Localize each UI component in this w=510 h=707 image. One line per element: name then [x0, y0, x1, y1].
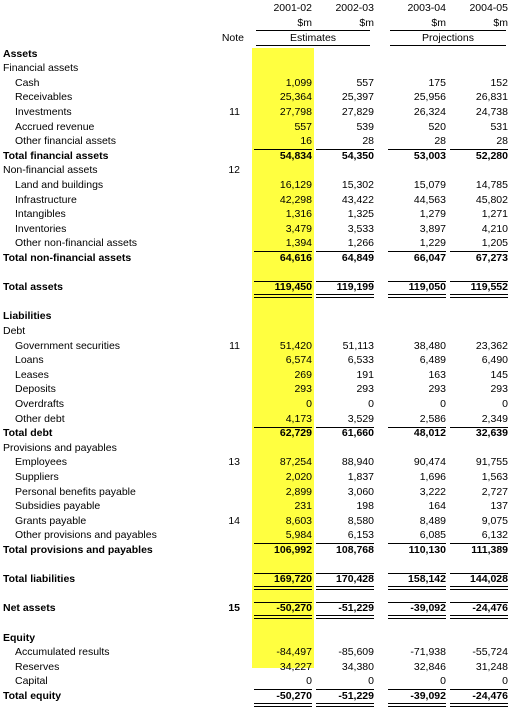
row-label: Liabilities	[3, 310, 52, 323]
row-value-2003-04: 1,279	[419, 208, 446, 221]
row-value-2004-05: 1,205	[481, 237, 508, 250]
row-value-2002-03: 539	[356, 120, 374, 133]
total-double-rule	[316, 586, 374, 590]
row-value-2001-02: 119,450	[274, 281, 312, 294]
table-row-total-liabilities	[0, 572, 510, 587]
row-value-2002-03: -51,229	[338, 602, 374, 615]
table-row-subsidies-payable	[0, 499, 510, 514]
row-value-2003-04: 6,489	[419, 354, 446, 367]
note-column-header: Note	[221, 32, 244, 44]
row-value-2003-04: 520	[428, 120, 446, 133]
projections-overline	[390, 30, 506, 31]
row-value-2004-05: -24,476	[472, 602, 508, 615]
total-double-rule	[388, 703, 446, 707]
row-value-2003-04: 28	[434, 135, 446, 148]
subtotal-rule	[254, 427, 312, 428]
row-value-2001-02: 62,729	[279, 427, 312, 440]
year-header-2001-02: 2001-02	[273, 2, 312, 14]
table-row-liabilities	[0, 309, 510, 324]
row-value-2004-05: 137	[490, 500, 508, 513]
row-value-2001-02: -50,270	[276, 602, 312, 615]
estimates-group-label: Estimates	[289, 32, 337, 44]
row-note-ref: 13	[228, 456, 240, 469]
row-value-2001-02: 1,394	[285, 237, 312, 250]
row-label: Subsidies payable	[15, 500, 101, 513]
row-value-2002-03: 25,397	[341, 91, 374, 104]
table-row-total-assets	[0, 280, 510, 295]
row-value-2003-04: 119,050	[408, 281, 446, 294]
table-row-infrastructure	[0, 193, 510, 208]
row-value-2003-04: 25,956	[413, 91, 446, 104]
row-label: Investments	[15, 105, 72, 118]
row-value-2004-05: 52,280	[475, 149, 508, 162]
table-row-non-financial-assets	[0, 163, 510, 178]
subtotal-rule	[254, 281, 312, 282]
row-value-2003-04: 90,474	[413, 456, 446, 469]
table-row-leases	[0, 368, 510, 383]
row-value-2001-02: 6,574	[285, 354, 312, 367]
table-row-land-and-buildings	[0, 178, 510, 193]
subtotal-rule	[450, 573, 508, 574]
row-value-2001-02: 16	[300, 135, 312, 148]
row-value-2004-05: 31,248	[475, 660, 508, 673]
row-value-2001-02: 269	[294, 368, 312, 381]
subtotal-rule	[388, 543, 446, 544]
table-row-grants-payable	[0, 514, 510, 529]
row-value-2002-03: 108,768	[336, 543, 374, 556]
subtotal-rule	[254, 543, 312, 544]
row-label: Total liabilities	[3, 573, 76, 586]
total-double-rule	[254, 294, 312, 298]
row-value-2003-04: 0	[440, 397, 446, 410]
row-value-2001-02: 4,173	[285, 412, 312, 425]
row-value-2002-03: 557	[356, 76, 374, 89]
row-value-2003-04: 0	[440, 675, 446, 688]
row-label: Intangibles	[15, 208, 66, 221]
row-value-2001-02: 1,316	[285, 208, 312, 221]
row-value-2002-03: 6,533	[347, 354, 374, 367]
table-row-net-assets	[0, 601, 510, 616]
row-value-2004-05: 111,389	[471, 543, 508, 556]
row-value-2004-05: 23,362	[475, 339, 508, 352]
row-value-2004-05: 28	[496, 135, 508, 148]
row-value-2001-02: 293	[294, 383, 312, 396]
table-row-financial-assets	[0, 61, 510, 76]
table-row-total-financial-assets	[0, 149, 510, 164]
table-row-accumulated-results	[0, 645, 510, 660]
table-row-accrued-revenue	[0, 120, 510, 135]
subtotal-rule	[316, 602, 374, 603]
row-value-2001-02: 5,984	[285, 529, 312, 542]
total-double-rule	[316, 294, 374, 298]
row-value-2001-02: 231	[294, 500, 312, 513]
row-value-2004-05: 531	[490, 120, 508, 133]
row-value-2002-03: 27,829	[341, 105, 374, 118]
row-value-2002-03: 1,837	[347, 470, 374, 483]
total-double-rule	[388, 586, 446, 590]
unit-header-4: $m	[493, 17, 508, 29]
row-value-2001-02: 557	[294, 120, 312, 133]
subtotal-rule	[388, 573, 446, 574]
row-value-2003-04: 44,563	[413, 193, 446, 206]
row-value-2004-05: 9,075	[481, 514, 508, 527]
row-label: Equity	[3, 631, 36, 644]
row-value-2001-02: -84,497	[276, 646, 312, 659]
subtotal-rule	[316, 427, 374, 428]
row-note-ref: 11	[229, 339, 240, 352]
row-value-2001-02: 169,720	[274, 573, 312, 586]
row-value-2003-04: 6,085	[419, 529, 446, 542]
subtotal-rule	[316, 149, 374, 150]
row-label: Other financial assets	[15, 135, 116, 148]
row-value-2002-03: -85,609	[338, 646, 374, 659]
total-double-rule	[254, 615, 312, 619]
row-value-2002-03: 51,113	[342, 339, 374, 352]
row-value-2001-02: 106,992	[274, 543, 312, 556]
table-row-debt	[0, 324, 510, 339]
row-label: Inventories	[15, 222, 67, 235]
row-label: Net assets	[3, 602, 56, 615]
row-value-2001-02: 42,298	[279, 193, 312, 206]
table-row-other-debt	[0, 412, 510, 427]
table-row-receivables	[0, 90, 510, 105]
row-value-2002-03: 3,060	[347, 485, 374, 498]
row-value-2004-05: 1,563	[481, 470, 508, 483]
row-label: Total debt	[3, 427, 53, 440]
row-label: Loans	[15, 354, 44, 367]
subtotal-rule	[254, 689, 312, 690]
row-value-2004-05: 6,132	[481, 529, 508, 542]
table-row-investments	[0, 105, 510, 120]
row-value-2004-05: -24,476	[472, 689, 508, 702]
total-double-rule	[450, 615, 508, 619]
subtotal-rule	[450, 602, 508, 603]
row-value-2001-02: 8,603	[285, 514, 312, 527]
row-value-2003-04: 3,222	[419, 485, 446, 498]
table-row-provisions-and-payables	[0, 441, 510, 456]
subtotal-rule	[450, 251, 508, 252]
row-label: Total financial assets	[3, 149, 109, 162]
table-row-capital	[0, 674, 510, 689]
row-value-2004-05: 2,349	[481, 412, 508, 425]
row-label: Employees	[15, 456, 67, 469]
row-note-ref: 12	[228, 164, 240, 177]
table-row-intangibles	[0, 207, 510, 222]
row-value-2003-04: 53,003	[413, 149, 446, 162]
row-value-2003-04: 8,489	[419, 514, 446, 527]
row-value-2001-02: 64,616	[279, 251, 312, 264]
table-row-government-securities	[0, 339, 510, 354]
total-double-rule	[388, 615, 446, 619]
row-value-2004-05: 293	[490, 383, 508, 396]
total-double-rule	[388, 294, 446, 298]
row-value-2004-05: 144,028	[470, 573, 508, 586]
subtotal-rule	[316, 251, 374, 252]
row-label: Accrued revenue	[15, 120, 95, 133]
total-double-rule	[450, 294, 508, 298]
row-label: Other provisions and payables	[15, 529, 157, 542]
row-value-2004-05: 91,755	[475, 456, 508, 469]
row-label: Land and buildings	[15, 178, 104, 191]
row-label: Leases	[15, 368, 49, 381]
row-value-2002-03: 43,422	[341, 193, 374, 206]
row-value-2003-04: 1,696	[419, 470, 446, 483]
row-value-2001-02: 1,099	[285, 76, 312, 89]
row-value-2003-04: 293	[428, 383, 446, 396]
row-value-2004-05: 4,210	[481, 222, 508, 235]
row-value-2003-04: 15,079	[413, 178, 446, 191]
row-value-2003-04: 158,142	[408, 573, 446, 586]
row-label: Total assets	[3, 281, 63, 294]
row-label: Debt	[3, 324, 26, 337]
subtotal-rule	[450, 427, 508, 428]
row-label: Accumulated results	[15, 646, 110, 659]
row-value-2004-05: 145	[490, 368, 508, 381]
row-value-2003-04: 3,897	[419, 222, 446, 235]
subtotal-rule	[388, 251, 446, 252]
row-label: Suppliers	[15, 470, 59, 483]
row-value-2002-03: -51,229	[338, 689, 374, 702]
subtotal-rule	[254, 602, 312, 603]
row-value-2001-02: -50,270	[276, 689, 312, 702]
row-value-2002-03: 170,428	[336, 573, 374, 586]
row-value-2001-02: 54,834	[279, 149, 312, 162]
row-value-2002-03: 119,199	[336, 281, 374, 294]
row-value-2003-04: 32,846	[413, 660, 446, 673]
subtotal-rule	[316, 689, 374, 690]
row-value-2002-03: 293	[356, 383, 374, 396]
row-value-2004-05: 1,271	[481, 208, 508, 221]
subtotal-rule	[388, 689, 446, 690]
subtotal-rule	[254, 573, 312, 574]
subtotal-rule	[388, 602, 446, 603]
row-value-2004-05: 32,639	[475, 427, 508, 440]
row-value-2002-03: 1,325	[347, 208, 374, 221]
table-row-suppliers	[0, 470, 510, 485]
total-double-rule	[450, 703, 508, 707]
total-double-rule	[450, 586, 508, 590]
unit-header-3: $m	[431, 17, 446, 29]
row-value-2002-03: 54,350	[341, 149, 374, 162]
row-label: Other debt	[15, 412, 65, 425]
row-note-ref: 15	[228, 602, 240, 615]
projections-group-label: Projections	[422, 32, 474, 44]
row-label: Grants payable	[15, 514, 87, 527]
table-row-overdrafts	[0, 397, 510, 412]
row-value-2002-03: 1,266	[347, 237, 374, 250]
table-row-inventories	[0, 222, 510, 237]
row-value-2001-02: 0	[306, 397, 312, 410]
table-row-total-non-financial-assets	[0, 251, 510, 266]
subtotal-rule	[254, 149, 312, 150]
row-note-ref: 11	[229, 105, 240, 118]
row-label: Assets	[3, 47, 38, 60]
table-row-reserves	[0, 660, 510, 675]
row-value-2002-03: 15,302	[341, 178, 374, 191]
row-value-2004-05: 67,273	[475, 251, 508, 264]
table-row-other-financial-assets	[0, 134, 510, 149]
subtotal-rule	[450, 149, 508, 150]
row-label: Overdrafts	[15, 397, 65, 410]
row-label: Reserves	[15, 660, 60, 673]
table-row-loans	[0, 353, 510, 368]
table-row-total-debt	[0, 426, 510, 441]
unit-header-2: $m	[359, 17, 374, 29]
table-row-other-provisions-and-payables	[0, 528, 510, 543]
row-value-2004-05: 0	[502, 397, 508, 410]
row-label: Financial assets	[3, 62, 79, 75]
row-value-2002-03: 3,533	[347, 222, 374, 235]
row-value-2001-02: 16,129	[279, 178, 312, 191]
row-label: Non-financial assets	[3, 164, 98, 177]
row-value-2003-04: -39,092	[410, 689, 446, 702]
row-value-2004-05: 14,785	[475, 178, 508, 191]
row-label: Receivables	[15, 91, 73, 104]
row-value-2002-03: 6,153	[347, 529, 374, 542]
row-value-2003-04: -39,092	[410, 602, 446, 615]
row-value-2002-03: 198	[356, 500, 374, 513]
row-value-2002-03: 64,849	[341, 251, 374, 264]
row-label: Cash	[15, 76, 40, 89]
row-value-2002-03: 88,940	[341, 456, 374, 469]
table-row-deposits	[0, 382, 510, 397]
row-value-2004-05: 26,831	[475, 91, 508, 104]
estimates-overline	[256, 30, 370, 31]
row-label: Provisions and payables	[3, 441, 117, 454]
row-value-2004-05: 45,802	[475, 193, 508, 206]
subtotal-rule	[450, 281, 508, 282]
row-value-2003-04: 163	[428, 368, 446, 381]
subtotal-rule	[316, 281, 374, 282]
row-value-2004-05: -55,724	[472, 646, 508, 659]
subtotal-rule	[388, 281, 446, 282]
row-value-2003-04: 164	[428, 500, 446, 513]
row-label: Total non-financial assets	[3, 251, 132, 264]
year-header-2003-04: 2003-04	[407, 2, 446, 14]
row-value-2002-03: 8,580	[347, 514, 374, 527]
table-row-equity	[0, 631, 510, 646]
row-value-2002-03: 0	[368, 397, 374, 410]
row-value-2004-05: 6,490	[481, 354, 508, 367]
total-double-rule	[316, 703, 374, 707]
total-double-rule	[316, 615, 374, 619]
row-value-2002-03: 0	[368, 675, 374, 688]
row-value-2001-02: 87,254	[279, 456, 312, 469]
row-value-2004-05: 2,727	[481, 485, 508, 498]
year-header-2002-03: 2002-03	[335, 2, 374, 14]
row-value-2003-04: 48,012	[413, 427, 446, 440]
row-value-2001-02: 3,479	[285, 222, 312, 235]
subtotal-rule	[388, 427, 446, 428]
row-label: Personal benefits payable	[15, 485, 136, 498]
row-value-2001-02: 27,798	[279, 105, 312, 118]
row-value-2002-03: 191	[356, 368, 374, 381]
row-value-2001-02: 0	[306, 675, 312, 688]
subtotal-rule	[450, 689, 508, 690]
row-value-2001-02: 2,020	[285, 470, 312, 483]
table-row-other-non-financial-assets	[0, 236, 510, 251]
row-label: Capital	[15, 675, 48, 688]
row-label: Total equity	[3, 689, 62, 702]
row-value-2003-04: 66,047	[413, 251, 446, 264]
row-value-2004-05: 0	[502, 675, 508, 688]
row-label: Total provisions and payables	[3, 543, 153, 556]
subtotal-rule	[316, 573, 374, 574]
subtotal-rule	[316, 543, 374, 544]
row-label: Infrastructure	[15, 193, 77, 206]
row-value-2001-02: 25,364	[279, 91, 312, 104]
year-header-2004-05: 2004-05	[469, 2, 508, 14]
row-value-2001-02: 51,420	[279, 339, 312, 352]
row-value-2003-04: 1,229	[419, 237, 446, 250]
unit-header-1: $m	[297, 17, 312, 29]
subtotal-rule	[388, 149, 446, 150]
row-value-2002-03: 61,660	[341, 427, 374, 440]
table-row-total-equity	[0, 689, 510, 704]
total-double-rule	[254, 586, 312, 590]
row-value-2001-02: 2,899	[285, 485, 312, 498]
row-value-2004-05: 152	[490, 76, 508, 89]
row-value-2002-03: 3,529	[347, 412, 374, 425]
table-row-total-provisions-and-payables	[0, 543, 510, 558]
row-label: Deposits	[15, 383, 56, 396]
table-row-assets	[0, 47, 510, 62]
row-value-2003-04: 38,480	[413, 339, 446, 352]
row-value-2003-04: 2,586	[419, 412, 446, 425]
row-value-2003-04: 175	[428, 76, 446, 89]
subtotal-rule	[254, 251, 312, 252]
subtotal-rule	[450, 543, 508, 544]
row-value-2003-04: 110,130	[408, 543, 446, 556]
row-label: Government securities	[15, 339, 121, 352]
row-label: Other non-financial assets	[15, 237, 137, 250]
row-value-2002-03: 28	[362, 135, 374, 148]
table-row-cash	[0, 76, 510, 91]
row-value-2003-04: 26,324	[413, 105, 446, 118]
row-value-2003-04: -71,938	[410, 646, 446, 659]
row-note-ref: 14	[228, 514, 240, 527]
table-row-personal-benefits-payable	[0, 485, 510, 500]
row-value-2001-02: 34,227	[279, 660, 312, 673]
row-value-2004-05: 119,552	[470, 281, 508, 294]
table-row-employees	[0, 455, 510, 470]
row-value-2004-05: 24,738	[475, 105, 508, 118]
total-double-rule	[254, 703, 312, 707]
row-value-2002-03: 34,380	[341, 660, 374, 673]
